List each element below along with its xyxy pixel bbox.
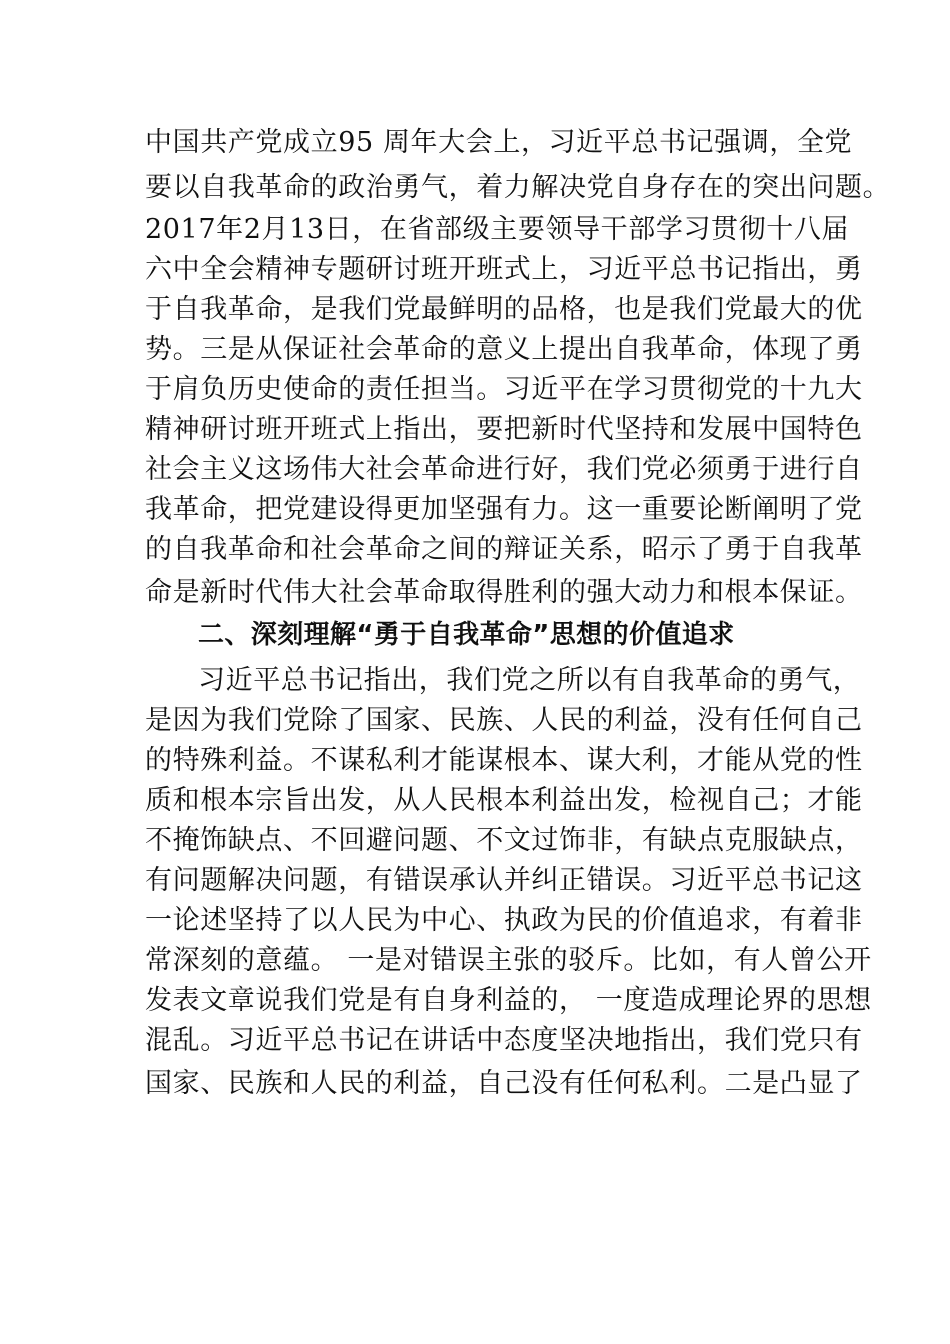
text-line: 混乱。习近平总书记在讲话中态度坚决地指出，我们党只有	[145, 1025, 863, 1056]
text-line: 是因为我们党除了国家、民族、人民的利益，没有任何自己	[145, 705, 863, 736]
text-line: 发表文章说我们党是有自身利益的， 一度造成理论界的思想	[145, 985, 872, 1016]
text-line: 常深刻的意蕴。 一是对错误主张的驳斥。比如，有人曾公开	[145, 945, 872, 976]
text-line: 的特殊利益。不谋私利才能谋根本、谋大利，才能从党的性	[145, 745, 863, 776]
text-line: 社会主义这场伟大社会革命进行好，我们党必须勇于进行自	[145, 454, 863, 485]
text-line: 不掩饰缺点、不回避问题、不文过饰非，有缺点克服缺点，	[145, 825, 863, 856]
section-heading: 二、深刻理解“勇于自我革命”思想的价值追求	[198, 620, 735, 650]
text-line: 一论述坚持了以人民为中心、执政为民的价值追求，有着非	[145, 905, 863, 936]
text-line: 中国共产党成立95 周年大会上，习近平总书记强调，全党	[145, 127, 853, 158]
text-line: 于自我革命，是我们党最鲜明的品格，也是我们党最大的优	[145, 294, 863, 325]
text-line: 的自我革命和社会革命之间的辩证关系，昭示了勇于自我革	[145, 534, 863, 565]
text-line: 质和根本宗旨出发，从人民根本利益出发，检视自己；才能	[145, 785, 863, 816]
text-line: 有问题解决问题，有错误承认并纠正错误。习近平总书记这	[145, 865, 863, 896]
text-line: 于肩负历史使命的责任担当。习近平在学习贯彻党的十九大	[145, 374, 863, 405]
text-line: 精神研讨班开班式上指出，要把新时代坚持和发展中国特色	[145, 414, 863, 445]
text-line: 国家、民族和人民的利益，自己没有任何私利。二是凸显了	[145, 1068, 863, 1099]
text-line: 习近平总书记指出，我们党之所以有自我革命的勇气，	[198, 665, 861, 696]
text-line: 势。三是从保证社会革命的意义上提出自我革命，体现了勇	[145, 334, 863, 365]
text-line: 要以自我革命的政治勇气，着力解决党自身存在的突出问题。	[145, 172, 891, 203]
text-line: 命是新时代伟大社会革命取得胜利的强大动力和根本保证。	[145, 577, 863, 608]
text-line: 2017年2月13日，在省部级主要领导干部学习贯彻十八届	[145, 214, 850, 245]
text-line: 六中全会精神专题研讨班开班式上，习近平总书记指出，勇	[145, 254, 863, 285]
text-line: 我革命，把党建设得更加坚强有力。这一重要论断阐明了党	[145, 494, 863, 525]
